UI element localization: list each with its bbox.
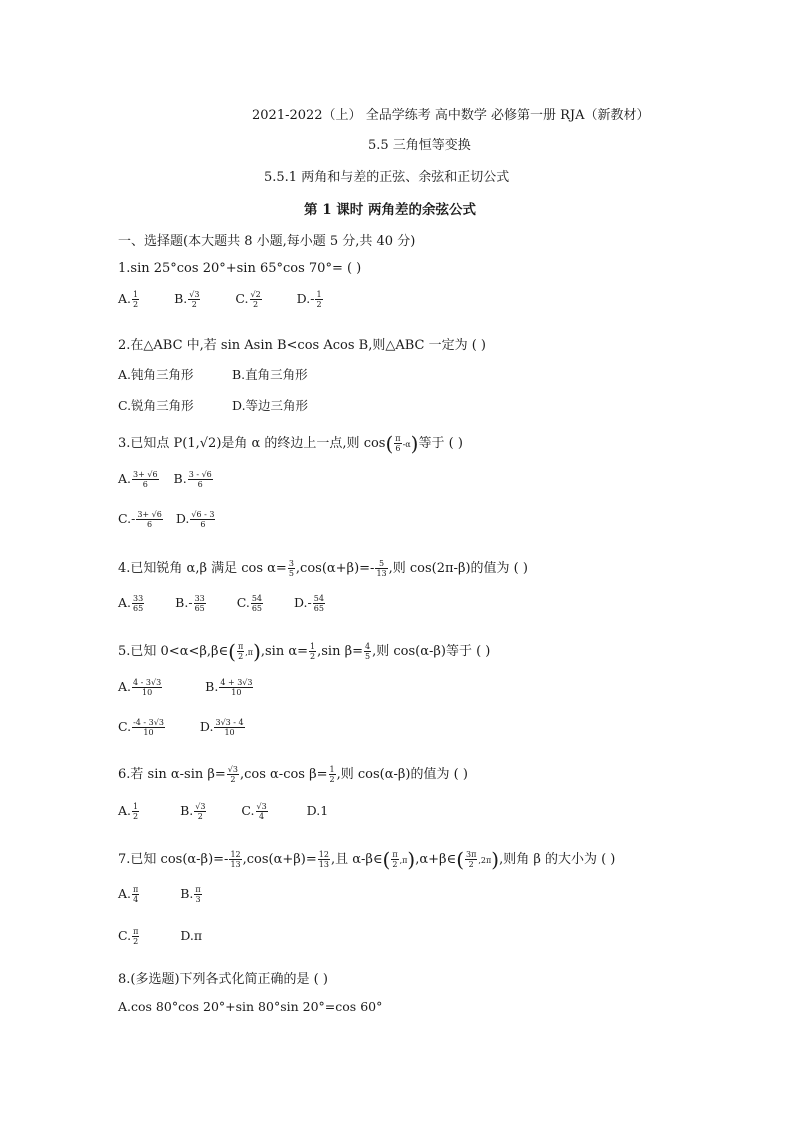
option-b[interactable]: B. $\frac{\pi}{3}$ [180,885,201,904]
option-a[interactable]: A. $\frac{\pi}{4}$ [118,885,139,904]
fraction: $\frac{\pi}{2}$ [237,642,244,661]
question-5-options-row1 [118,678,254,697]
fraction: $\frac{√3}{4}$ [256,802,267,821]
question-5-options-row2 [118,718,246,737]
lesson-title: 第 1 课时 两角差的余弦公式 [304,202,476,218]
fraction: $\frac{3\pi}{2}$ [466,850,477,869]
option-b[interactable]: B. $\frac{4 + 3√3}{10}$ [205,678,253,697]
option-b[interactable]: B.直角三角形 [232,367,308,382]
fraction: $\frac{5}{13}$ [376,559,387,578]
section-heading: 一、选择题(本大题共 8 小题,每小题 5 分,共 40 分) [118,234,416,249]
option-a[interactable]: A. $\frac{1}{2}$ [118,290,139,309]
fraction: $\frac{1}{2}$ [133,290,139,309]
option-c[interactable]: C. $\frac{√2}{2}$ [235,290,261,309]
fraction: $\frac{1}{2}$ [316,290,322,309]
header-subsection: 5.5.1 两角和与差的正弦、余弦和正切公式 [264,170,510,185]
fraction: $\frac{3}{5}$ [288,559,294,578]
fraction: $\frac{54}{65}$ [251,594,262,613]
question-4-stem: 4.已知锐角 α,β 满足 cos α= $\frac{3}{5}$ ,cos(α+β)=- $\frac{5}{13}$ ,则 cos(2π-β)的值为 ( ) [118,559,528,578]
option-b[interactable]: B.- $\frac{33}{65}$ [175,594,205,613]
option-d[interactable]: D. $\frac{3√3 - 4}{10}$ [199,718,244,737]
fraction: $\frac{33}{65}$ [133,594,144,613]
fraction: $\frac{3 - √6}{6}$ [188,470,212,489]
question-5-stem: 5.已知 0<α<β,β∈( $\frac{\pi}{2}$ ,π),sin α= $\frac{1}{2}$ ,sin β= $\frac{4}{5}$ ,则 cos(α-β)等于 ( ) [118,639,491,664]
question-3-options-row1 [118,470,214,489]
fraction: $\frac{√6 - 3}{6}$ [191,510,215,529]
fraction: $\frac{√2}{2}$ [250,290,261,309]
fraction: $\frac{√3}{2}$ [189,290,200,309]
question-8-stem: 8.(多选题)下列各式化简正确的是 ( ) [118,972,328,987]
question-4-options [118,594,326,613]
header-section: 5.5 三角恒等变换 [368,138,471,153]
option-b[interactable]: B. $\frac{√3}{2}$ [180,802,206,821]
fraction: $\frac{4}{5}$ [364,642,371,661]
question-7-options-row1 [118,885,203,904]
fraction: $\frac{-4 - 3√3}{10}$ [133,718,164,737]
fraction: $\frac{12}{13}$ [318,850,329,869]
fraction: $\frac{54}{65}$ [313,594,324,613]
fraction: $\frac{33}{65}$ [194,594,205,613]
fraction: $\frac{4 + 3√3}{10}$ [220,678,253,697]
fraction: $\frac{√3}{2}$ [227,765,238,784]
option-d[interactable]: D.π [180,928,203,943]
fraction: $\frac{3+ √6}{6}$ [133,470,158,489]
question-7-options-row2 [118,927,202,946]
option-d[interactable]: D.- $\frac{54}{65}$ [293,594,324,613]
option-d[interactable]: D.1 [306,803,329,818]
option-a[interactable]: A.钝角三角形 [118,367,194,382]
question-7-stem: 7.已知 cos(α-β)=- $\frac{12}{13}$ ,cos(α+β)= $\frac{12}{13}$ ,且 α-β∈( $\frac{\pi}{2}$ ,π),α+β∈( $\frac{3\pi}{2}$ ,2π),则角 β 的大小为 ( ) [118,847,616,872]
option-c[interactable]: C. $\frac{-4 - 3√3}{10}$ [118,718,164,737]
fraction: $\frac{\pi}{2}$ [392,850,398,869]
question-2-stem: 2.在△ABC 中,若 sin Asin B<cos Acos B,则△ABC 一定为 ( ) [118,338,486,353]
fraction: $\frac{\pi}{6}$ [395,434,401,453]
fraction: $\frac{1}{2}$ [133,802,139,821]
option-c[interactable]: C. $\frac{√3}{4}$ [241,802,267,821]
option-d[interactable]: D.等边三角形 [232,398,309,413]
option-c[interactable]: C.锐角三角形 [118,398,194,413]
option-a[interactable]: A. $\frac{4 - 3√3}{10}$ [118,678,162,697]
fraction: $\frac{\pi}{3}$ [195,885,201,904]
fraction: $\frac{1}{2}$ [329,765,335,784]
option-d[interactable]: D. $\frac{√6 - 3}{6}$ [175,510,215,529]
fraction: $\frac{1}{2}$ [310,642,316,661]
fraction: $\frac{12}{13}$ [230,850,241,869]
fraction: $\frac{\pi}{4}$ [133,885,139,904]
question-6-options [118,802,328,821]
option-a[interactable]: A. $\frac{33}{65}$ [118,594,144,613]
fraction: $\frac{\pi}{2}$ [133,927,139,946]
question-6-stem: 6.若 sin α-sin β= $\frac{√3}{2}$ ,cos α-cos β= $\frac{1}{2}$ ,则 cos(α-β)的值为 ( ) [118,765,468,784]
option-c[interactable]: C. $\frac{54}{65}$ [236,594,262,613]
fraction: $\frac{3√3 - 4}{10}$ [215,718,244,737]
question-3-options-row2 [118,510,216,529]
option-a[interactable]: A. $\frac{1}{2}$ [118,802,139,821]
question-1-options [118,290,324,309]
header-series: 2021-2022（上） 全品学练考 高中数学 必修第一册 RJA（新教材） [252,108,650,123]
option-c[interactable]: C. $\frac{\pi}{2}$ [118,927,139,946]
option-b[interactable]: B. $\frac{√3}{2}$ [174,290,200,309]
option-d[interactable]: D.- $\frac{1}{2}$ [296,290,322,309]
option-c[interactable]: C.- $\frac{3+ √6}{6}$ [118,510,162,529]
option-a[interactable]: A.cos 80°cos 20°+sin 80°sin 20°=cos 60° [118,999,383,1014]
option-b[interactable]: B. $\frac{3 - √6}{6}$ [173,470,212,489]
fraction: $\frac{3+ √6}{6}$ [137,510,162,529]
option-a[interactable]: A. $\frac{3+ √6}{6}$ [118,470,158,489]
question-1-stem: 1.sin 25°cos 20°+sin 65°cos 70°= ( ) [118,261,362,276]
fraction: $\frac{4 - 3√3}{10}$ [133,678,162,697]
fraction: $\frac{√3}{2}$ [195,802,206,821]
question-3-stem: 3.已知点 P(1,√2)是角 α 的终边上一点,则 cos( $\frac{\pi}{6}$ -α)等于 ( ) [118,431,463,456]
